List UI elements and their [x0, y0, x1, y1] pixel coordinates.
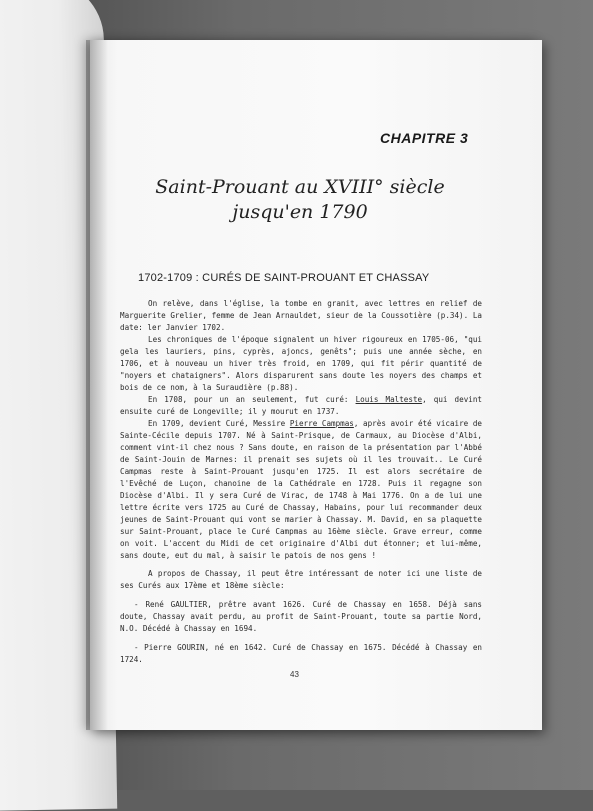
- chapter-title-line-1: Saint-Prouant au XVIII° siècle: [155, 176, 445, 198]
- chapter-label: CHAPITRE 3: [380, 130, 469, 146]
- chapter-title-line-2: jusqu'en 1790: [232, 201, 368, 223]
- paragraph: Les chroniques de l'époque signalent un hiver rigoureux en 1705-06, "qui gela les lauriers, pins, cyprès, ajoncs, genêts"; puis une année sèche, en 1706, et à nouveau un hiver très froid, en 1709, qui fit périr quantité de "noyers et chataigners". Alors disparurent sans doute les noyers des champs et bois de ce nom, à la Suraudière (p.88).: [120, 335, 482, 392]
- text-run: , après avoir été vicaire de Sainte-Cécile depuis 1707. Né à Saint-Prisque, de Carmaux, au Diocèse d'Albi, comment vint-il chez nous ? Sans doute, en raison de la présentation par l'Abbé de Saint-Jouin de Marnes: il prenait ses sujets où il les trouvait.. Le Curé Campmas reste à Saint-Prouant jusqu'en 1725. Il est alors secrétaire de l'Evêché de Luçon, chanoine de la Cathédrale en 1728. Puis il regagne son Diocèse d'Albi. Il y sera Curé de Virac, de 1748 à Mai 1776. On a de lui une lettre écrite vers 1725 au Curé de Chassay, Habains, pour lui recommander deux jeunes de Saint-Prouant qui vont se marier à Chassay. M. David, en sa plaquette sur Saint-Prouant, place le Curé Campmas au 16ème siècle. Grave erreur, comme on voit. L'accent du Midi de cet originaire d'Albi dut étonner; et lui-même, sans doute, eut du mal, à saisir le patois de nos gens !: [120, 419, 482, 560]
- underlined-name: Pierre Campmas: [289, 419, 354, 428]
- paragraph: [120, 394, 482, 418]
- body-text: [120, 298, 482, 666]
- paragraph: A propos de Chassay, il peut être intéressant de noter ici une liste de ses Curés aux 17ème et 18ème siècle:: [120, 569, 482, 590]
- paragraph: On relève, dans l'église, la tombe en granit, avec lettres en relief de Marguerite Grelier, femme de Jean Arnauldet, sieur de la Coussotière (p.34). La date: ler Janvier 1702.: [120, 299, 482, 332]
- page-number: 43: [290, 670, 299, 679]
- text-run: En 1709, devient Curé, Messire: [148, 419, 290, 428]
- text-run: En 1708, pour un an seulement, fut curé:: [148, 395, 356, 404]
- chapter-title: [110, 175, 490, 225]
- list-item: - Pierre GOURIN, né en 1642. Curé de Chassay en 1675. Décédé à Chassay en 1724.: [120, 643, 482, 664]
- text-run: , qui devint ensuite curé de Longeville; il y mourut en 1737.: [120, 395, 482, 416]
- underlined-name: Louis Malteste: [355, 395, 423, 404]
- list-item: - René GAULTIER, prêtre avant 1626. Curé de Chassay en 1658. Déjà sans doute, Chassay avait perdu, au profit de Saint-Prouant, toute sa partie Nord, N.O. Décédé à Chassay en 1694.: [120, 600, 482, 633]
- section-heading: 1702-1709 : CURÉS DE SAINT-PROUANT ET CHASSAY: [138, 272, 430, 284]
- paragraph: [120, 418, 482, 562]
